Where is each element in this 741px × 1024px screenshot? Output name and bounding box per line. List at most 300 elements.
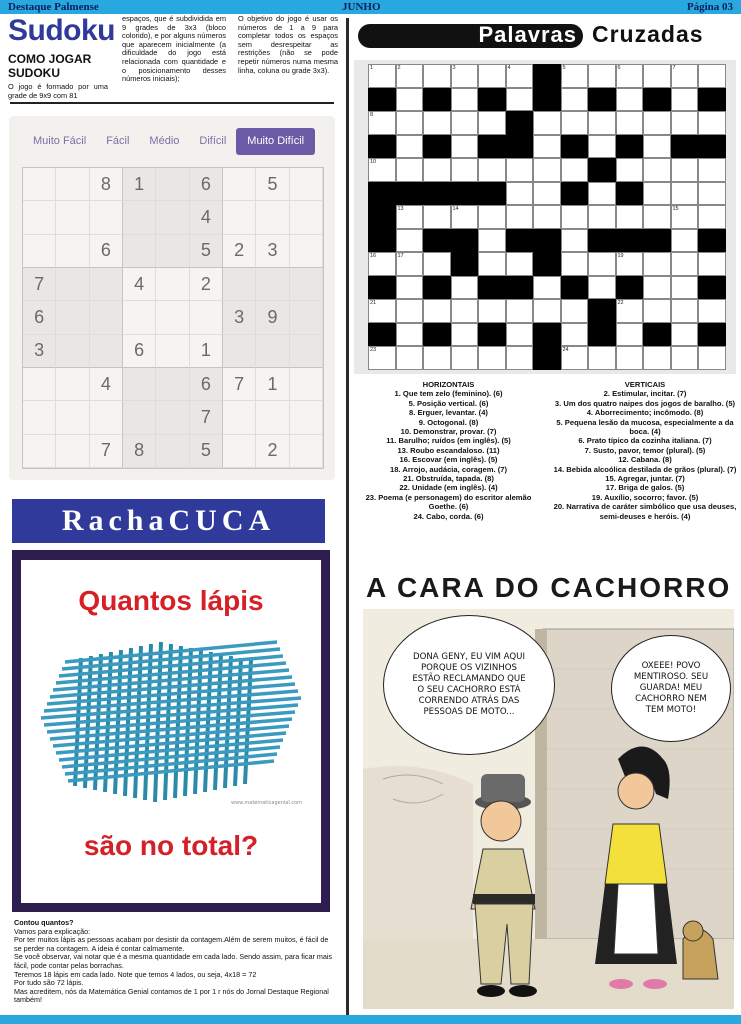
crossword-block [506, 229, 534, 253]
clue-item: 19. Auxílio, socorro; favor. (5) [591, 492, 699, 502]
sudoku-cell[interactable] [290, 435, 323, 468]
crossword-block [423, 276, 451, 300]
crossword-cell[interactable] [533, 135, 561, 159]
crossword-cell[interactable] [478, 205, 506, 229]
sudoku-panel [9, 116, 335, 480]
crossword-cell[interactable] [561, 299, 589, 323]
sudoku-cell[interactable]: 6 [190, 168, 223, 201]
crossword-cell[interactable] [368, 346, 396, 370]
sudoku-cell[interactable] [56, 201, 89, 234]
crossword-cell[interactable] [506, 205, 534, 229]
clue-item: 16. Escovar (em inglês). (5) [399, 455, 498, 465]
crossword-cell[interactable] [478, 229, 506, 253]
crossword-cell[interactable] [643, 205, 671, 229]
crossword-cell[interactable] [698, 158, 726, 182]
crossword-cell[interactable] [671, 88, 699, 112]
explanation-line: Por tudo são 72 lápis. [14, 978, 84, 988]
sudoku-cell[interactable] [123, 201, 156, 234]
crossword-cell[interactable] [533, 205, 561, 229]
crossword-cell[interactable] [396, 346, 424, 370]
crossword-block [368, 229, 396, 253]
sudoku-cell[interactable]: 3 [23, 335, 56, 368]
comic-strip [363, 609, 734, 1009]
crossword-cell[interactable] [561, 111, 589, 135]
sudoku-cell[interactable] [290, 368, 323, 401]
explanation-body [14, 928, 334, 1005]
crossword-cell[interactable] [396, 64, 424, 88]
clue-item: 7. Susto, pavor, temor (plural). (5) [584, 445, 706, 455]
sudoku-cell[interactable] [156, 268, 189, 301]
clue-item: 6. Prato típico da cozinha italiana. (7) [578, 436, 712, 446]
crossword-block [533, 252, 561, 276]
crossword-block [533, 323, 561, 347]
sudoku-cell[interactable]: 7 [23, 268, 56, 301]
crossword-cell[interactable] [616, 158, 644, 182]
sudoku-cell[interactable]: 7 [223, 368, 256, 401]
sudoku-cell[interactable] [56, 301, 89, 334]
crossword-cell[interactable] [588, 135, 616, 159]
crossword-cell[interactable] [451, 64, 479, 88]
crossword-cell[interactable] [423, 158, 451, 182]
speech-bubble-officer: DONA GENY, EU VIM AQUI PORQUE OS VIZINHOS ESTÃO RECLAMANDO QUE O SEU CACHORRO ESTÁ CORRENDO ATRÁS DAS PESSOAS DE MOTO... [383, 615, 555, 755]
crossword-cell[interactable] [478, 299, 506, 323]
crossword-cell[interactable] [698, 205, 726, 229]
clue-number: 5 [562, 65, 566, 71]
crossword-block [396, 182, 424, 206]
crossword-cell[interactable] [478, 158, 506, 182]
sudoku-cell[interactable]: 5 [190, 235, 223, 268]
sudoku-cell[interactable] [290, 268, 323, 301]
sudoku-cell[interactable] [223, 168, 256, 201]
crossword-cell[interactable] [451, 158, 479, 182]
crossword-cell[interactable] [396, 135, 424, 159]
crossword-title-left: Palavras [478, 22, 577, 47]
clue-item: 8. Erguer, levantar. (4) [409, 408, 488, 418]
crossword-cell[interactable] [506, 158, 534, 182]
crossword-cell[interactable] [671, 276, 699, 300]
crossword-block [478, 88, 506, 112]
sudoku-cell[interactable]: 3 [223, 301, 256, 334]
sudoku-cell[interactable]: 5 [190, 435, 223, 468]
crossword-cell[interactable] [616, 299, 644, 323]
footer-bar [0, 1015, 741, 1024]
sudoku-cell[interactable]: 6 [190, 368, 223, 401]
sudoku-cell[interactable] [223, 268, 256, 301]
crossword-cell[interactable] [396, 323, 424, 347]
clue-number: 14 [452, 206, 459, 212]
crossword-cell[interactable] [451, 299, 479, 323]
crossword-block [698, 276, 726, 300]
sudoku-cell[interactable] [156, 435, 189, 468]
crossword-cell[interactable] [506, 346, 534, 370]
crossword-cell[interactable] [423, 346, 451, 370]
explanation-line: Por ter muitos lápis as pessoas acabam por desistir da contagem.Além de serem muitos, é fácil de se perder na contagem. A ideia é contar calmamente. [14, 935, 329, 953]
sudoku-cell[interactable]: 4 [90, 368, 123, 401]
comic-title: A CARA DO CACHORRO [366, 572, 732, 603]
crossword-block [423, 323, 451, 347]
crossword-cell[interactable] [671, 229, 699, 253]
crossword-cell[interactable] [616, 346, 644, 370]
crossword-cell[interactable] [451, 88, 479, 112]
sudoku-title: Sudoku [8, 14, 115, 47]
sudoku-cell[interactable] [223, 335, 256, 368]
sudoku-cell[interactable]: 4 [123, 268, 156, 301]
crossword-block [506, 111, 534, 135]
clue-item: 22. Unidade (em inglês). (4) [399, 483, 498, 493]
crossword-cell[interactable] [451, 111, 479, 135]
crossword-cell[interactable] [396, 158, 424, 182]
crossword-cell[interactable] [561, 323, 589, 347]
speech-bubble-woman: OXEEE! POVO MENTIROSO. SEU GUARDA! MEU CACHORRO NEM TEM MOTO! [611, 635, 731, 742]
crossword-cell[interactable] [396, 276, 424, 300]
explanation-line: Mas acreditem, nós da Matemática Genial contamos de 1 por 1 r nós do Jornal Destaque Regional também! [14, 986, 329, 1005]
sudoku-cell[interactable] [123, 235, 156, 268]
crossword-cell[interactable] [698, 346, 726, 370]
crossword-cell[interactable] [616, 111, 644, 135]
difficulty-tab[interactable]: Médio [149, 135, 180, 147]
explanation-title: Contou quantos? [14, 918, 74, 927]
crossword-cell[interactable] [643, 111, 671, 135]
crossword-grid [368, 64, 726, 370]
clue-number: 1 [370, 65, 374, 71]
crossword-cell[interactable] [671, 64, 699, 88]
sudoku-cell[interactable] [156, 301, 189, 334]
sudoku-cell[interactable] [290, 301, 323, 334]
crossword-cell[interactable] [588, 205, 616, 229]
crossword-cell[interactable] [506, 88, 534, 112]
crossword-cell[interactable] [396, 229, 424, 253]
sudoku-cell[interactable] [256, 268, 289, 301]
crossword-block [588, 88, 616, 112]
sudoku-cell[interactable]: 1 [256, 368, 289, 401]
crossword-cell[interactable] [478, 346, 506, 370]
clue-number: 15 [672, 206, 679, 212]
sudoku-cell[interactable] [56, 235, 89, 268]
crossword-cell[interactable] [506, 299, 534, 323]
rachacuca-banner: RachaCUCA [12, 499, 325, 543]
crossword-cell[interactable] [368, 111, 396, 135]
sudoku-cell[interactable]: 2 [190, 268, 223, 301]
crossword-cell[interactable] [616, 205, 644, 229]
sudoku-cell[interactable] [23, 168, 56, 201]
pencil-vertical [205, 652, 211, 792]
crossword-block [368, 135, 396, 159]
crossword-block [423, 88, 451, 112]
clue-number: 22 [617, 300, 624, 306]
crossword-cell[interactable] [698, 111, 726, 135]
crossword-cell[interactable] [561, 229, 589, 253]
crossword-cell[interactable] [588, 276, 616, 300]
crossword-cell[interactable] [533, 111, 561, 135]
sudoku-cell[interactable] [156, 368, 189, 401]
sudoku-cell[interactable] [90, 335, 123, 368]
crossword-block [561, 135, 589, 159]
newspaper-name: Destaque Palmense [8, 1, 99, 13]
crossword-cell[interactable] [396, 88, 424, 112]
crossword-cell[interactable] [478, 64, 506, 88]
sudoku-cell[interactable] [23, 401, 56, 434]
crossword-cell[interactable] [616, 252, 644, 276]
sudoku-cell[interactable] [156, 335, 189, 368]
page-number: Página 03 [686, 1, 733, 13]
difficulty-tabs [23, 128, 315, 155]
crossword-cell[interactable] [616, 323, 644, 347]
clue-item: 15. Agregar, juntar. (7) [605, 474, 685, 484]
column-divider [346, 18, 349, 1018]
sudoku-cell[interactable]: 7 [190, 401, 223, 434]
sudoku-cell[interactable]: 5 [256, 168, 289, 201]
sudoku-cell[interactable]: 9 [256, 301, 289, 334]
crossword-block [588, 323, 616, 347]
crossword-cell[interactable] [643, 346, 671, 370]
crossword-cell[interactable] [423, 299, 451, 323]
crossword-block [368, 182, 396, 206]
crossword-cell[interactable] [561, 64, 589, 88]
sudoku-cell[interactable] [256, 335, 289, 368]
crossword-cell[interactable] [698, 299, 726, 323]
clue-item: 12. Cabana. (8) [618, 455, 672, 465]
crossword-block [698, 88, 726, 112]
clue-number: 7 [672, 65, 676, 71]
sudoku-cell[interactable]: 8 [123, 435, 156, 468]
crossword-cell[interactable] [643, 158, 671, 182]
crossword-cell[interactable] [671, 346, 699, 370]
crossword-cell[interactable] [561, 205, 589, 229]
sudoku-cell[interactable] [190, 301, 223, 334]
difficulty-tab[interactable]: Muito Fácil [33, 135, 87, 147]
difficulty-tab[interactable]: Difícil [199, 135, 227, 147]
crossword-cell[interactable] [506, 323, 534, 347]
explanation-line: Teremos 18 lápis em cada lado. Note que temos 4 lados, ou seja, 4x18 = 72 [14, 969, 257, 979]
crossword-block [451, 252, 479, 276]
crossword-cell[interactable] [643, 299, 671, 323]
crossword-cell[interactable] [616, 88, 644, 112]
clue-item: 1. Que tem zelo (feminino). (6) [394, 389, 503, 399]
clue-item: 18. Arrojo, audácia, coragem. (7) [389, 464, 508, 474]
crossword-block [588, 299, 616, 323]
crossword-cell[interactable] [451, 346, 479, 370]
crossword-cell[interactable] [451, 135, 479, 159]
clue-number: 23 [370, 347, 377, 353]
crossword-cell[interactable] [561, 252, 589, 276]
sudoku-cell[interactable] [23, 435, 56, 468]
crossword-cell[interactable] [671, 252, 699, 276]
crossword-cell[interactable] [451, 276, 479, 300]
sudoku-cell[interactable]: 4 [190, 201, 223, 234]
explanation-line: Vamos para explicação: [14, 926, 91, 936]
crossword-grid-panel [354, 60, 736, 374]
crossword-cell[interactable] [423, 64, 451, 88]
crossword-block [368, 88, 396, 112]
crossword-cell[interactable] [671, 299, 699, 323]
sudoku-cell[interactable] [23, 235, 56, 268]
sudoku-cell[interactable] [90, 401, 123, 434]
crossword-block [368, 276, 396, 300]
sudoku-cell[interactable] [256, 401, 289, 434]
crossword-cell[interactable] [588, 346, 616, 370]
crossword-cell[interactable] [671, 182, 699, 206]
sudoku-cell[interactable]: 2 [223, 235, 256, 268]
sudoku-cell[interactable] [290, 335, 323, 368]
crossword-cell[interactable] [368, 299, 396, 323]
crossword-cell[interactable] [643, 276, 671, 300]
crossword-cell[interactable] [643, 135, 671, 159]
crossword-block [423, 182, 451, 206]
crossword-block [561, 182, 589, 206]
sudoku-cell[interactable]: 1 [123, 168, 156, 201]
crossword-block [478, 276, 506, 300]
crossword-cell[interactable] [588, 64, 616, 88]
crossword-cell[interactable] [588, 111, 616, 135]
puzzle-watermark: www.matematicagenial.com [231, 800, 302, 806]
sudoku-cell[interactable] [56, 335, 89, 368]
crossword-block [533, 346, 561, 370]
sudoku-cell[interactable]: 6 [90, 235, 123, 268]
sudoku-cell[interactable] [223, 435, 256, 468]
crossword-cell[interactable] [533, 182, 561, 206]
sudoku-cell[interactable] [156, 201, 189, 234]
crossword-block [616, 276, 644, 300]
clue-item: 21. Obstruída, tapada. (8) [403, 474, 494, 484]
sudoku-cell[interactable] [90, 268, 123, 301]
sudoku-cell[interactable] [90, 201, 123, 234]
crossword-cell[interactable] [698, 252, 726, 276]
crossword-cell[interactable] [561, 158, 589, 182]
sudoku-cell[interactable]: 6 [23, 301, 56, 334]
crossword-block [451, 182, 479, 206]
puzzle-explanation [14, 919, 334, 1005]
crossword-cell[interactable] [588, 252, 616, 276]
clue-number: 13 [397, 206, 404, 212]
clue-item: 2. Estimular, incitar. (7) [603, 389, 687, 399]
sudoku-cell[interactable] [56, 268, 89, 301]
crossword-cell[interactable] [561, 346, 589, 370]
crossword-cell[interactable] [451, 323, 479, 347]
sudoku-cell[interactable] [23, 368, 56, 401]
clues-horizontal [356, 380, 541, 521]
difficulty-tab[interactable]: Muito Difícil [236, 128, 315, 155]
sudoku-intro-1: O jogo é formado por uma grade de 9x9 com 81 [8, 82, 108, 100]
sudoku-cell[interactable]: 2 [256, 435, 289, 468]
sudoku-cell[interactable] [223, 401, 256, 434]
crossword-cell[interactable] [643, 252, 671, 276]
crossword-cell[interactable] [396, 205, 424, 229]
crossword-cell[interactable] [533, 158, 561, 182]
clue-item: 9. Octogonal. (8) [418, 417, 479, 427]
crossword-cell[interactable] [671, 158, 699, 182]
sudoku-cell[interactable]: 1 [190, 335, 223, 368]
crossword-block [506, 135, 534, 159]
crossword-cell[interactable] [423, 111, 451, 135]
sudoku-cell[interactable] [123, 301, 156, 334]
crossword-block [506, 276, 534, 300]
crossword-block [423, 229, 451, 253]
sudoku-cell[interactable] [290, 235, 323, 268]
sudoku-cell[interactable]: 8 [90, 168, 123, 201]
crossword-cell[interactable] [478, 111, 506, 135]
crossword-cell[interactable] [671, 111, 699, 135]
sudoku-cell[interactable] [56, 368, 89, 401]
difficulty-tab[interactable]: Fácil [106, 135, 130, 147]
sudoku-cell[interactable] [123, 401, 156, 434]
horizontals-list [356, 389, 541, 521]
crossword-cell[interactable] [561, 88, 589, 112]
sudoku-cell[interactable]: 3 [256, 235, 289, 268]
header-bar [0, 0, 741, 14]
sudoku-cell[interactable] [290, 401, 323, 434]
clue-item: 3. Um dos quatro naipes dos jogos de baralho. (5) [554, 398, 736, 408]
pencils-illustration [21, 632, 321, 822]
crossword-cell[interactable] [671, 205, 699, 229]
sudoku-intro-3: O objetivo do jogo é usar os números de 1 a 9 para completar todos os espaços sem desrespeitar as restrições (não se pode repetir números numa mesma linha, coluna ou grade 3x3). [238, 14, 338, 75]
sudoku-cell[interactable] [56, 168, 89, 201]
sudoku-cell[interactable]: 6 [123, 335, 156, 368]
crossword-cell[interactable] [588, 182, 616, 206]
sudoku-cell[interactable] [290, 168, 323, 201]
crossword-block [423, 135, 451, 159]
verticals-title: VERTICAIS [624, 380, 666, 389]
sudoku-cell[interactable] [123, 368, 156, 401]
crossword-block [698, 323, 726, 347]
crossword-block [561, 276, 589, 300]
crossword-cell[interactable] [478, 252, 506, 276]
sudoku-cell[interactable] [90, 301, 123, 334]
crossword-cell[interactable] [533, 276, 561, 300]
crossword-block [643, 88, 671, 112]
crossword-cell[interactable] [643, 64, 671, 88]
crossword-block [698, 229, 726, 253]
sudoku-cell[interactable] [156, 235, 189, 268]
crossword-cell[interactable] [506, 182, 534, 206]
sudoku-cell[interactable] [223, 201, 256, 234]
crossword-cell[interactable] [506, 252, 534, 276]
sudoku-cell[interactable] [56, 435, 89, 468]
clue-number: 6 [617, 65, 621, 71]
sudoku-divider [10, 102, 334, 104]
crossword-block [368, 323, 396, 347]
clue-item: 4. Aborrecimento; incômodo. (8) [586, 408, 704, 418]
crossword-cell[interactable] [396, 252, 424, 276]
crossword-cell[interactable] [643, 182, 671, 206]
crossword-block [533, 64, 561, 88]
sudoku-cell[interactable] [290, 201, 323, 234]
sudoku-cell[interactable] [23, 201, 56, 234]
crossword-cell[interactable] [423, 252, 451, 276]
crossword-cell[interactable] [698, 182, 726, 206]
clue-number: 17 [397, 253, 404, 259]
sudoku-cell[interactable]: 7 [90, 435, 123, 468]
crossword-cell[interactable] [698, 64, 726, 88]
clue-item: 5. Pequena lesão da mucosa, especialmente a da boca. (4) [556, 417, 734, 437]
crossword-cell[interactable] [671, 323, 699, 347]
crossword-cell[interactable] [368, 64, 396, 88]
sudoku-cell[interactable] [56, 401, 89, 434]
crossword-cell[interactable] [533, 299, 561, 323]
crossword-cell[interactable] [368, 252, 396, 276]
clue-item: 14. Bebida alcoólica destilada de grãos (plural). (7) [553, 464, 737, 474]
crossword-cell[interactable] [451, 205, 479, 229]
crossword-cell[interactable] [423, 205, 451, 229]
crossword-cell[interactable] [616, 64, 644, 88]
crossword-cell[interactable] [396, 299, 424, 323]
crossword-cell[interactable] [506, 64, 534, 88]
sudoku-cell[interactable] [256, 201, 289, 234]
crossword-cell[interactable] [368, 158, 396, 182]
sudoku-cell[interactable] [156, 401, 189, 434]
sudoku-cell[interactable] [156, 168, 189, 201]
explanation-line: Se você observar, vai notar que é a mesma quantidade em cada lado. Sendo assim, para ficar mais fácil, pode contar pelas borrachas. [14, 952, 333, 970]
crossword-cell[interactable] [396, 111, 424, 135]
